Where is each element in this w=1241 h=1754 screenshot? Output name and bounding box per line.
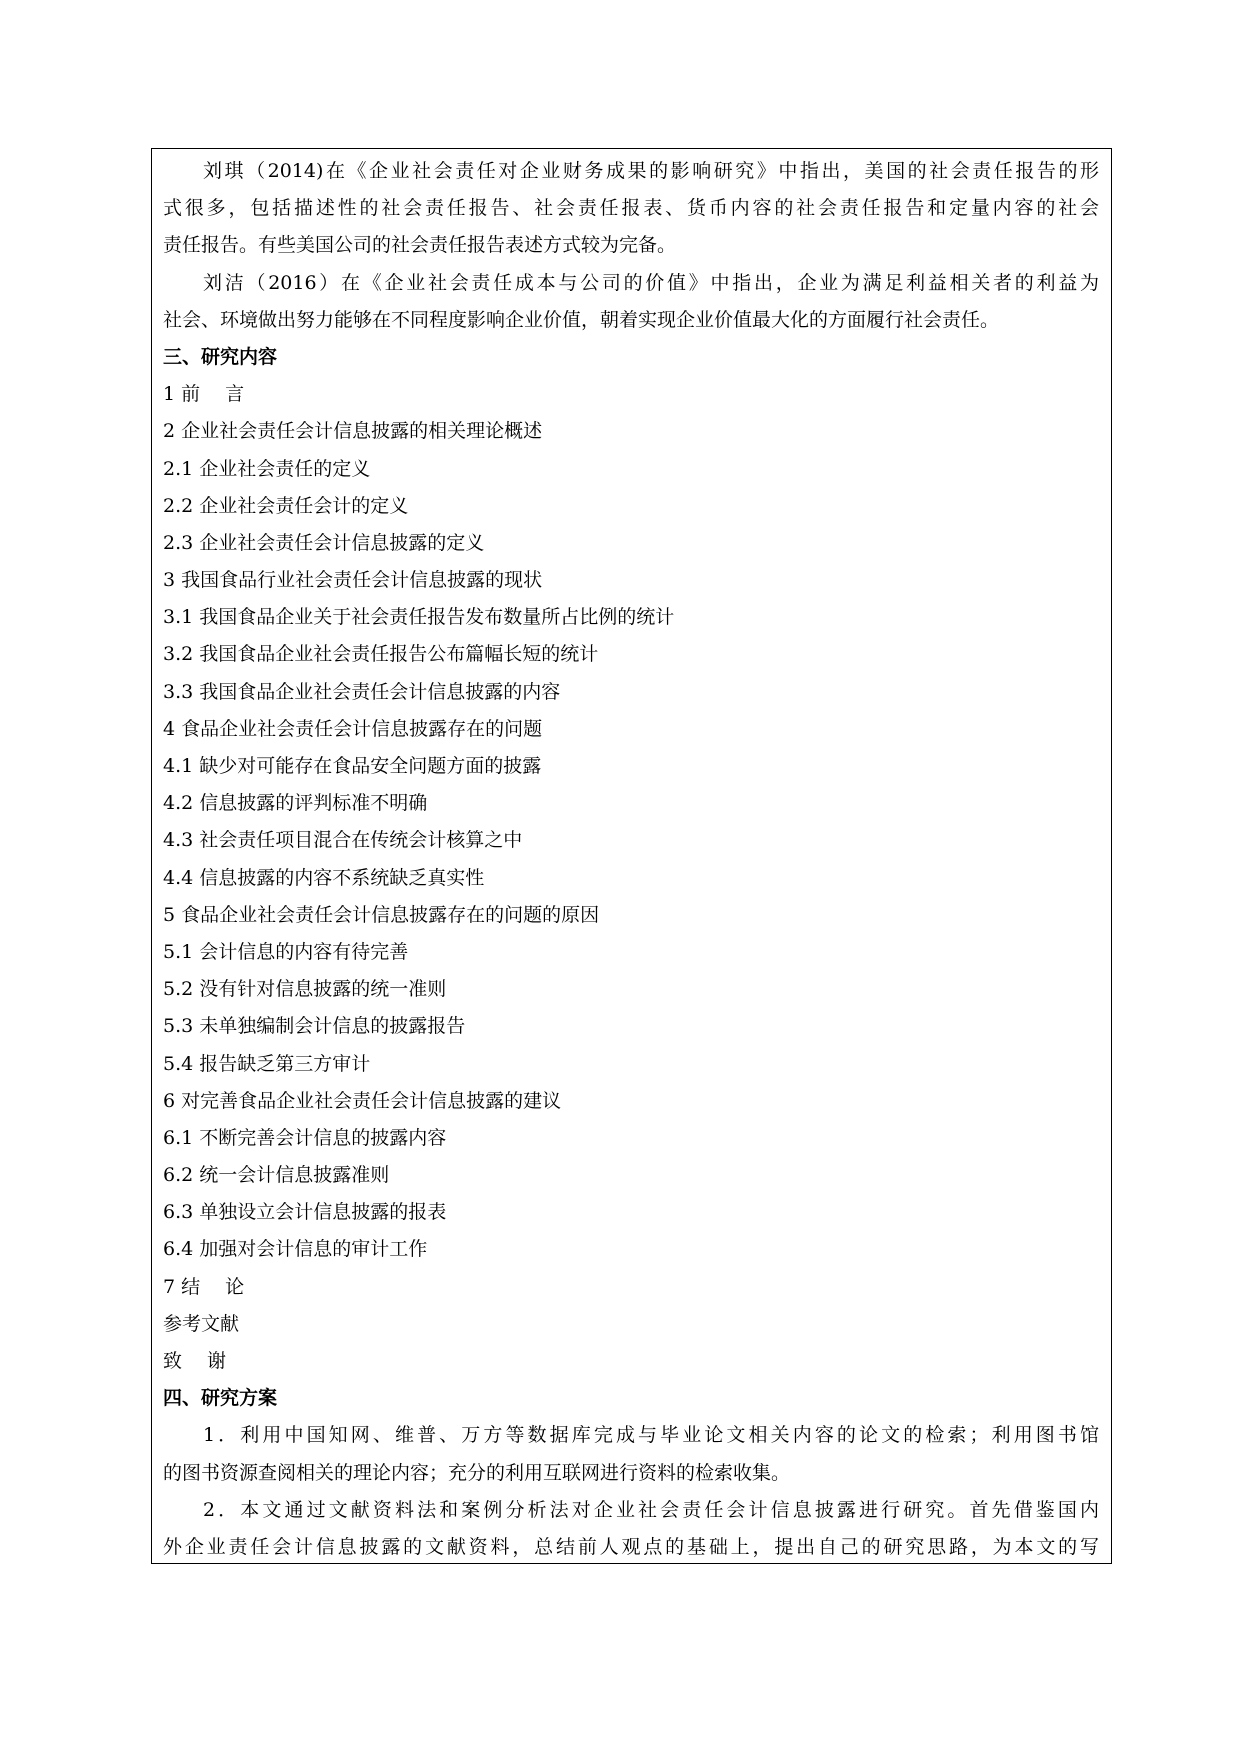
outline-item: 6 对完善食品企业社会责任会计信息披露的建议: [163, 1089, 562, 1112]
outline-item: 4.2 信息披露的评判标准不明确: [163, 792, 428, 815]
outline-item: 6.4 加强对会计信息的审计工作: [163, 1238, 428, 1261]
outline-item: 5.1 会计信息的内容有待完善: [163, 940, 409, 963]
paragraph-line: 责任报告。有些美国公司的社会责任报告表述方式较为完备。: [163, 234, 677, 257]
outline-item: 4.1 缺少对可能存在食品安全问题方面的披露: [163, 755, 542, 777]
outline-item: 致 谢: [163, 1350, 227, 1372]
outline-item: 2.1 企业社会责任的定义: [163, 457, 371, 480]
paragraph-line: 刘洁（2016）在《企业社会责任成本与公司的价值》中指出，企业为满足利益相关者的利益为: [203, 271, 1099, 294]
outline-item: 3.1 我国食品企业关于社会责任报告发布数量所占比例的统计: [163, 606, 675, 629]
outline-item: 2 企业社会责任会计信息披露的相关理论概述: [163, 420, 543, 443]
outline-item: 4.3 社会责任项目混合在传统会计核算之中: [163, 829, 523, 852]
outline-item: 5.3 未单独编制会计信息的披露报告: [163, 1015, 466, 1038]
outline-list: [163, 376, 1099, 1380]
outline-item: 1 前 言: [163, 383, 245, 406]
paragraph-line: 刘琪（2014)在《企业社会责任对企业财务成果的影响研究》中指出，美国的社会责任报告的形: [203, 160, 1099, 182]
section-heading: 三、研究内容: [163, 345, 278, 368]
paragraph-line: 式很多，包括描述性的社会责任报告、社会责任报表、货币内容的社会责任报告和定量内容的社会: [163, 197, 1099, 220]
outline-item: 参考文献: [163, 1312, 240, 1335]
outline-item: 5.2 没有针对信息披露的统一准则: [163, 978, 447, 1001]
paragraph-line: 外企业责任会计信息披露的文献资料，总结前人观点的基础上，提出自己的研究思路，为本文的写: [163, 1535, 1099, 1558]
outline-item: 4.4 信息披露的内容不系统缺乏真实性: [163, 866, 485, 889]
outline-item: 3.3 我国食品企业社会责任会计信息披露的内容: [163, 680, 561, 703]
outline-item: 6.2 统一会计信息披露准则: [163, 1164, 390, 1187]
paragraph-line: 的图书资源查阅相关的理论内容；充分的利用互联网进行资料的检索收集。: [163, 1461, 791, 1484]
outline-item: 4 食品企业社会责任会计信息披露存在的问题: [163, 717, 543, 740]
outline-item: 6.1 不断完善会计信息的披露内容: [163, 1126, 447, 1149]
outline-item: 6.3 单独设立会计信息披露的报表: [163, 1201, 447, 1224]
outline-item: 2.3 企业社会责任会计信息披露的定义: [163, 531, 485, 554]
outline-item: 7 结 论: [163, 1275, 245, 1298]
paragraph-line: 1．利用中国知网、维普、万方等数据库完成与毕业论文相关内容的论文的检索；利用图书馆: [203, 1424, 1099, 1447]
outline-item: 3.2 我国食品企业社会责任报告公布篇幅长短的统计: [163, 643, 599, 666]
paragraph-line: 2．本文通过文献资料法和案例分析法对企业社会责任会计信息披露进行研究。首先借鉴国内: [203, 1498, 1099, 1521]
paragraph-line: 社会、环境做出努力能够在不同程度影响企业价值，朝着实现企业价值最大化的方面履行社会责任。: [163, 308, 1000, 331]
outline-item: 2.2 企业社会责任会计的定义: [163, 494, 409, 517]
outline-item: 5.4 报告缺乏第三方审计: [163, 1052, 371, 1075]
outline-item: 5 食品企业社会责任会计信息披露存在的问题的原因: [163, 903, 600, 926]
section-heading: 四、研究方案: [163, 1387, 278, 1410]
document-body: [152, 149, 1111, 1564]
content-table-cell: [151, 148, 1112, 1564]
outline-item: 3 我国食品行业社会责任会计信息披露的现状: [163, 569, 543, 592]
